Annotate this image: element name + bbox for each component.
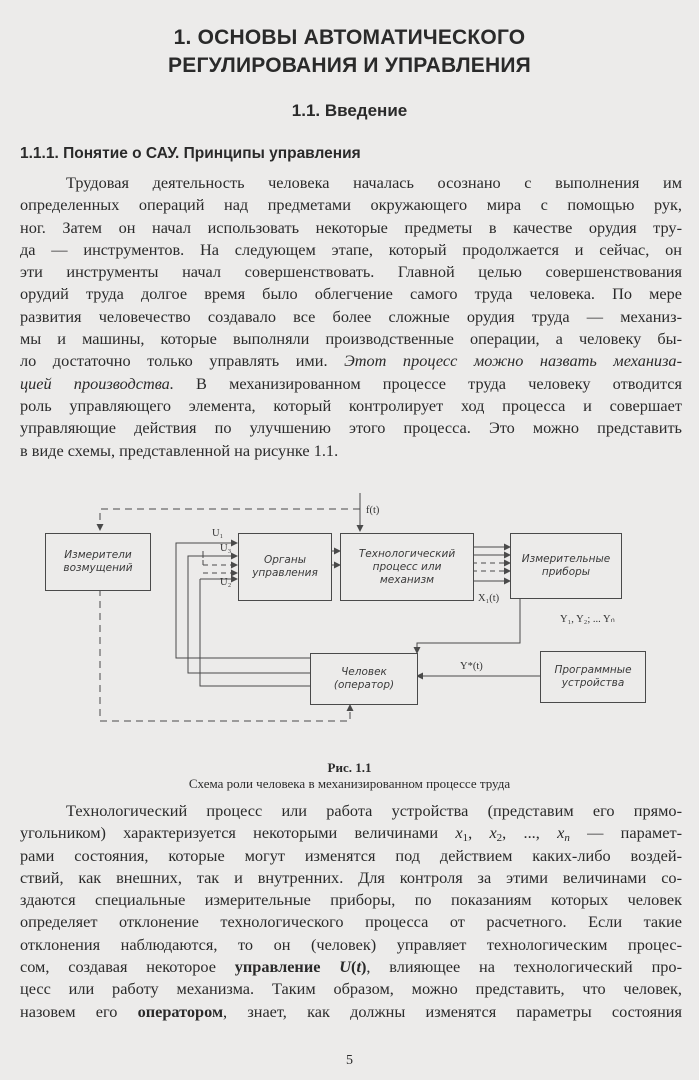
text-run: , влияющее на технологический про- xyxy=(366,957,682,977)
paragraph-1-line: мы и машины, которые выполняли производственные операции, а человеку бы- xyxy=(20,329,682,349)
text-run: 2 xyxy=(496,832,503,845)
text-run: x xyxy=(557,823,565,843)
paragraph-2-line: ствий, как внешних, так и внутренних. Для контроля за этими величинами со- xyxy=(20,867,682,887)
box-label-line: Технологический xyxy=(358,547,456,560)
box-label-line: Программные xyxy=(554,664,632,676)
text-run: , ..., xyxy=(502,823,558,843)
label-disturbance: f(t) xyxy=(366,505,380,516)
label-x1: X₁(t) xyxy=(478,593,500,604)
text-run: ло достаточно только управлять ими. xyxy=(20,351,345,371)
label-u3: U₃ xyxy=(220,543,232,554)
text-run: U xyxy=(339,957,352,977)
paragraph-1-line: эти инструменты начал совершенствовать. Главной целью совершенствования xyxy=(20,262,682,282)
paragraph-1-line: орудий труда долгое время было облегчение самого труда человека. По мере xyxy=(20,284,682,304)
paragraph-1-line: управляющие действия по улучшению этого процесса. Это можно представить xyxy=(20,418,682,438)
paragraph-1 xyxy=(20,172,682,462)
page-number: 5 xyxy=(346,1053,353,1068)
label-setpoint: Y*(t) xyxy=(460,661,483,672)
paragraph-2 xyxy=(20,800,682,1023)
text-run: сом, создавая некоторое xyxy=(20,957,235,977)
text-run: В механизированном процессе труда человеку отводится xyxy=(173,373,682,393)
paragraph-2-line: отклонения наблюдаются, то он (человек) управляет технологическим процес- xyxy=(20,934,682,954)
disturbance-meters-box xyxy=(45,533,151,591)
box-label-line: механизм xyxy=(379,573,435,586)
paragraph-1-line: в виде схемы, представленной на рисунке 1.1. xyxy=(20,440,339,460)
text-run: оператором xyxy=(137,1001,224,1021)
box-label-line: Человек xyxy=(341,666,387,678)
text-run: , xyxy=(468,823,490,843)
paragraph-1-line xyxy=(20,350,682,372)
text-run: , знает, как должны изменятся параметры состояния xyxy=(223,1001,682,1021)
section-title: 1.1. Введение xyxy=(291,101,408,120)
italic-run: цией производства. xyxy=(20,373,174,393)
text-run: x xyxy=(489,823,497,843)
box-label-line: управления xyxy=(252,567,318,579)
box-label-line: Измерители xyxy=(64,549,132,561)
paragraph-2-line: Технологический процесс или работа устройства (представим его прямо- xyxy=(66,801,682,820)
text-run: угольником) характеризуется некоторыми величинами xyxy=(20,823,456,843)
process-box xyxy=(340,533,474,601)
text-run: t xyxy=(356,957,361,977)
text-run: назовем его xyxy=(20,1001,138,1021)
text-run: 1 xyxy=(462,832,469,845)
box-label-line: Органы xyxy=(263,554,307,566)
label-u1: U₁ xyxy=(212,528,224,539)
paragraph-1-line: развития человечество создавало все более сложные орудия труда — механиз- xyxy=(20,306,682,326)
operator-box xyxy=(310,653,418,705)
text-run: управление xyxy=(234,957,321,977)
paragraph-2-line: цесс или работу механизма. Таким образом, можно представить, что человек, xyxy=(20,979,682,999)
paragraph-2-line: здаются специальные измерительные приборы, по показаниям которых человек xyxy=(20,890,682,910)
box-label-line: (оператор) xyxy=(333,679,395,691)
text-run: ) xyxy=(360,957,367,977)
paragraph-1-line xyxy=(20,373,682,395)
paragraph-2-line xyxy=(20,822,682,844)
program-devices-box xyxy=(540,651,646,703)
text-run: x xyxy=(455,823,463,843)
paragraph-2-line xyxy=(20,1001,682,1023)
paragraph-1-line: да — инструментов. На следующем этапе, который продолжается и сейчас, он xyxy=(20,239,682,259)
subsection-title: 1.1.1. Понятие о САУ. Принципы управления xyxy=(20,145,361,162)
paragraph-2-line: определяет отклонение технологического процесса от расчетного. Если такие xyxy=(20,912,682,932)
chapter-title-line-2: РЕГУЛИРОВАНИЯ И УПРАВЛЕНИЯ xyxy=(168,54,531,77)
box-label-line: устройства xyxy=(561,677,625,689)
box-label-line: возмущений xyxy=(63,562,133,574)
paragraph-1-line: Трудовая деятельность человека началась осознано с выполнения им xyxy=(66,173,682,192)
label-outputs: Y₁, Y₂; ... Yₙ xyxy=(560,614,615,625)
control-organs-box xyxy=(238,533,332,601)
box-label-line: процесс или xyxy=(372,560,442,573)
label-u2: U₂ xyxy=(220,577,232,588)
paragraph-2-line: рами состояния, которые могут изменятся под действием каких-либо воздей- xyxy=(20,845,682,865)
figure-number: Рис. 1.1 xyxy=(327,760,372,775)
paragraph-1-line: определенных операций над предметами окружающего мира с помощью рук, xyxy=(20,195,682,215)
figure-caption: Схема роли человека в механизированном процессе труда xyxy=(188,776,511,791)
box-label-line: Измерительные xyxy=(521,553,611,565)
paragraph-1-line: ног. Затем он начал использовать некоторые предметы в качестве орудия тру- xyxy=(20,217,682,237)
italic-run: Этот процесс можно назвать механиза- xyxy=(344,351,682,371)
chapter-title-line-1: 1. ОСНОВЫ АВТОМАТИЧЕСКОГО xyxy=(173,26,526,49)
text-run: n xyxy=(564,832,570,845)
text-run xyxy=(320,957,339,976)
paragraph-1-line: роль управляющего элемента, который контролирует ход процесса и совершает xyxy=(20,395,682,415)
text-run: — парамет- xyxy=(569,823,682,843)
text-run: ( xyxy=(351,957,357,977)
box-label-line: приборы xyxy=(541,566,591,578)
measuring-instruments-box xyxy=(510,533,622,599)
chapter-title xyxy=(0,24,699,80)
paragraph-2-line xyxy=(20,956,682,978)
